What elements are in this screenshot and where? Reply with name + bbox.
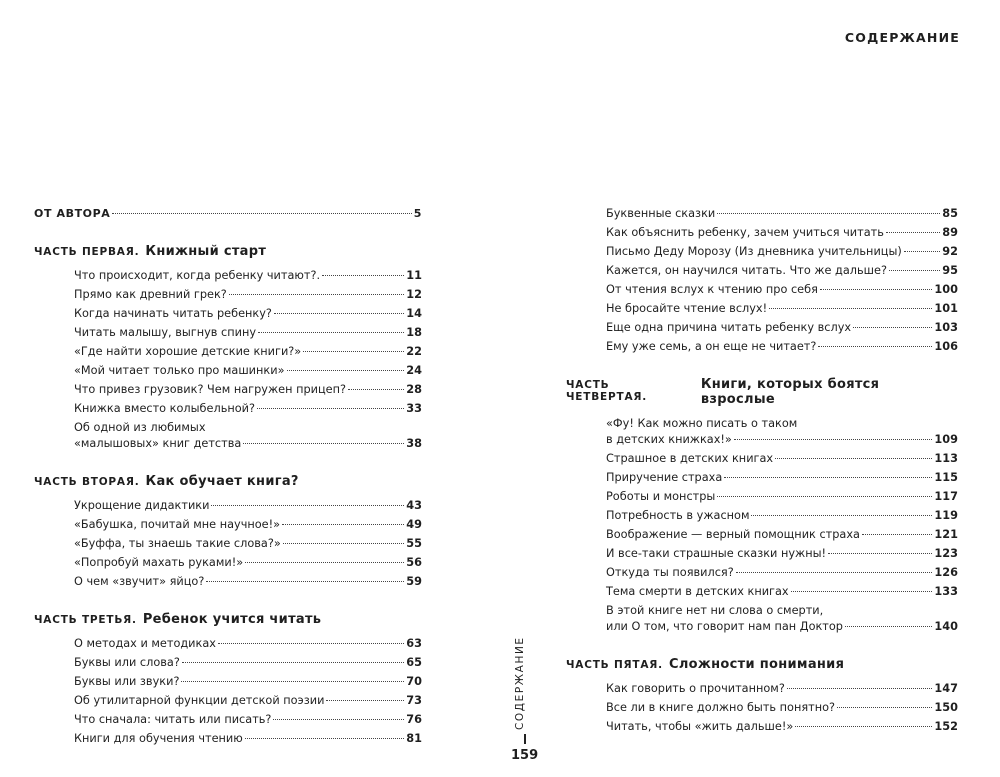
toc-entry-page: 18: [406, 326, 422, 339]
toc-left-column: [34, 207, 422, 751]
toc-entry-title: Буквенные сказки: [606, 207, 716, 220]
part-title: Ребенок учится читать: [142, 612, 322, 627]
dot-leader: [257, 408, 404, 409]
toc-entry-page: 89: [942, 226, 958, 239]
spine-label: СОДЕРЖАНИЕ: [514, 636, 526, 730]
part-heading-4: [566, 377, 958, 407]
part-title: Как обучает книга?: [145, 474, 299, 489]
toc-entry-title: «Буффа, ты знаешь такие слова?»: [74, 537, 281, 550]
toc-entry-title: Не бросайте чтение вслух!: [606, 302, 768, 315]
toc-entry-multiline[interactable]: [34, 421, 422, 450]
toc-entry-page: 81: [406, 732, 422, 745]
toc-entry[interactable]: [34, 675, 422, 688]
toc-entry-page: 109: [934, 433, 958, 446]
dot-leader: [769, 308, 932, 309]
toc-entry-page: 28: [406, 383, 422, 396]
toc-entry[interactable]: [34, 637, 422, 650]
dot-leader: [326, 700, 404, 701]
toc-entry-page: 73: [406, 694, 422, 707]
dot-leader: [348, 389, 404, 390]
toc-entry-title: Читать малышу, выгнув спину: [74, 326, 257, 339]
part-heading-1: [34, 244, 422, 259]
toc-entry[interactable]: [566, 283, 958, 296]
toc-entry-title-line1: «Фу! Как можно писать о таком: [606, 417, 798, 430]
dot-leader: [274, 313, 404, 314]
toc-entry-title-line2: или О том, что говорит нам пан Доктор: [606, 620, 843, 633]
toc-entry-title: Об утилитарной функции детской поэзии: [74, 694, 325, 707]
toc-entry[interactable]: [34, 537, 422, 550]
dot-leader: [886, 232, 940, 233]
toc-entry-title: Как говорить о прочитанном?: [606, 682, 785, 695]
toc-entry[interactable]: [34, 269, 422, 282]
part-3-entries: [34, 637, 422, 745]
toc-entry-page: 100: [934, 283, 958, 296]
dot-leader: [258, 332, 404, 333]
toc-entry[interactable]: [566, 452, 958, 465]
toc-entry[interactable]: [566, 701, 958, 714]
toc-entry-title: «Мой читает только про машинки»: [74, 364, 285, 377]
part-title: Книжный старт: [145, 244, 267, 259]
toc-entry-page: 63: [406, 637, 422, 650]
part-heading-3: [34, 612, 422, 627]
part-title: Сложности понимания: [668, 657, 845, 672]
part-label: ЧАСТЬ ПЕРВАЯ.: [34, 246, 140, 258]
dot-leader: [787, 688, 933, 689]
toc-entry-title: Тема смерти в детских книгах: [606, 585, 789, 598]
toc-entry-page: 95: [942, 264, 958, 277]
toc-entry[interactable]: [34, 694, 422, 707]
dot-leader: [243, 443, 404, 444]
toc-entry[interactable]: [34, 518, 422, 531]
toc-entry-title: Ему уже семь, а он еще не читает?: [606, 340, 817, 353]
toc-entry-title: Страшное в детских книгах: [606, 452, 774, 465]
dot-leader: [112, 213, 411, 214]
toc-entry[interactable]: [34, 656, 422, 669]
toc-entry-title: Укрощение дидактики: [74, 499, 210, 512]
page-number: 159: [511, 748, 539, 763]
toc-entry-page: 115: [934, 471, 958, 484]
toc-entry-intro[interactable]: [34, 207, 422, 220]
toc-entry-multiline[interactable]: [566, 604, 958, 633]
toc-entry-title: Как объяснить ребенку, зачем учиться читать: [606, 226, 884, 239]
toc-entry-page: 14: [406, 307, 422, 320]
toc-entry-page: 101: [934, 302, 958, 315]
toc-entry-title: Что происходит, когда ребенку читают?.: [74, 269, 321, 282]
dot-leader: [182, 662, 404, 663]
toc-entry-title-line1: Об одной из любимых: [74, 421, 206, 434]
toc-entry-title: О чем «звучит» яйцо?: [74, 575, 205, 588]
toc-entry-page: 126: [934, 566, 958, 579]
toc-entry-page: 11: [406, 269, 422, 282]
toc-entry-page: 56: [406, 556, 422, 569]
toc-entry-title: Еще одна причина читать ребенку вслух: [606, 321, 852, 334]
toc-entry-page: 55: [406, 537, 422, 550]
part-2-entries: [34, 499, 422, 588]
part-3-continued-entries: [566, 207, 958, 353]
toc-entry[interactable]: [34, 288, 422, 301]
toc-entry[interactable]: [34, 732, 422, 745]
dot-leader: [181, 681, 404, 682]
toc-entry-page: 43: [406, 499, 422, 512]
toc-entry-page: 147: [934, 682, 958, 695]
toc-entry-page: 117: [934, 490, 958, 503]
toc-entry[interactable]: [34, 575, 422, 588]
toc-entry-title: Прямо как древний грек?: [74, 288, 227, 301]
toc-entry-title: «Бабушка, почитай мне научное!»: [74, 518, 281, 531]
toc-entry-page: 92: [942, 245, 958, 258]
toc-entry-title: Все ли в книге должно быть понятно?: [606, 701, 836, 714]
dot-leader: [818, 346, 932, 347]
part-title: Книги, которых боятся взрослые: [700, 377, 880, 407]
toc-entry-page: 103: [934, 321, 958, 334]
dot-leader: [820, 289, 933, 290]
toc-entry-multiline[interactable]: [566, 417, 958, 446]
toc-entry-title: Потребность в ужасном: [606, 509, 750, 522]
toc-entry[interactable]: [566, 226, 958, 239]
dot-leader: [853, 327, 932, 328]
dot-leader: [734, 439, 933, 440]
toc-entry-title-line1: В этой книге нет ни слова о смерти,: [606, 604, 824, 617]
dot-leader: [845, 626, 932, 627]
part-1-entries: [34, 269, 422, 450]
dot-leader: [724, 477, 932, 478]
toc-entry-page: 22: [406, 345, 422, 358]
toc-entry[interactable]: [566, 528, 958, 541]
toc-entry-page: 70: [406, 675, 422, 688]
toc-entry[interactable]: [566, 585, 958, 598]
toc-entry-page: 113: [934, 452, 958, 465]
spine-divider: [524, 734, 526, 744]
toc-entry[interactable]: [566, 264, 958, 277]
dot-leader: [904, 251, 940, 252]
part-4-entries: [566, 417, 958, 633]
toc-entry-title-line2: в детских книжках!»: [606, 433, 732, 446]
toc-entry-title: Письмо Деду Морозу (Из дневника учительницы): [606, 245, 902, 258]
toc-entry-title: От чтения вслух к чтению про себя: [606, 283, 818, 296]
toc-entry-page: 150: [934, 701, 958, 714]
toc-entry[interactable]: [34, 364, 422, 377]
toc-entry-title: Буквы или слова?: [74, 656, 180, 669]
dot-leader: [828, 553, 932, 554]
dot-leader: [211, 505, 404, 506]
dot-leader: [717, 213, 940, 214]
toc-entry[interactable]: [34, 345, 422, 358]
dot-leader: [795, 726, 932, 727]
toc-entry-page: 133: [934, 585, 958, 598]
dot-leader: [218, 643, 404, 644]
running-spine: [514, 630, 534, 730]
toc-entry[interactable]: [34, 713, 422, 726]
toc-right-column: [566, 207, 958, 739]
toc-entry-page: 49: [406, 518, 422, 531]
toc-entry[interactable]: [566, 340, 958, 353]
toc-entry-title: Воображение — верный помощник страха: [606, 528, 860, 541]
toc-entry-title: Буквы или звуки?: [74, 675, 180, 688]
dot-leader: [775, 458, 932, 459]
part-label: ЧАСТЬ ПЯТАЯ.: [566, 659, 663, 671]
dot-leader: [751, 515, 932, 516]
toc-entry-page: 24: [406, 364, 422, 377]
toc-entry-page: 59: [406, 575, 422, 588]
toc-entry[interactable]: [566, 720, 958, 733]
dot-leader: [245, 738, 404, 739]
toc-entry[interactable]: [34, 383, 422, 396]
toc-entry[interactable]: [34, 307, 422, 320]
toc-entry-page: 140: [934, 620, 958, 633]
dot-leader: [322, 275, 404, 276]
dot-leader: [736, 572, 933, 573]
part-5-entries: [566, 682, 958, 733]
toc-entry[interactable]: [566, 207, 958, 220]
toc-entry-title: Книжка вместо колыбельной?: [74, 402, 255, 415]
toc-entry-title-line2: «малышовых» книг детства: [74, 437, 242, 450]
dot-leader: [273, 719, 404, 720]
toc-entry[interactable]: [566, 245, 958, 258]
toc-entry[interactable]: [566, 566, 958, 579]
part-heading-5: [566, 657, 958, 672]
dot-leader: [283, 543, 405, 544]
toc-entry-page: 76: [406, 713, 422, 726]
toc-entry-title: Кажется, он научился читать. Что же дальше?: [606, 264, 887, 277]
dot-leader: [287, 370, 405, 371]
toc-entry[interactable]: [34, 326, 422, 339]
dot-leader: [245, 562, 404, 563]
toc-entry[interactable]: [34, 402, 422, 415]
toc-entry-title: И все-таки страшные сказки нужны!: [606, 547, 827, 560]
toc-entry[interactable]: [566, 509, 958, 522]
toc-entry-page: 38: [406, 437, 422, 450]
toc-entry[interactable]: [566, 471, 958, 484]
toc-entry-title: Приручение страха: [606, 471, 723, 484]
toc-entry-page: 12: [406, 288, 422, 301]
toc-entry-page: 152: [934, 720, 958, 733]
toc-entry-title: Что сначала: читать или писать?: [74, 713, 272, 726]
toc-entry[interactable]: [566, 321, 958, 334]
toc-entry-title: Что привез грузовик? Чем нагружен прицеп?: [74, 383, 346, 396]
toc-entry-page: 106: [934, 340, 958, 353]
dot-leader: [303, 351, 404, 352]
dot-leader: [229, 294, 404, 295]
toc-entry-page: 121: [934, 528, 958, 541]
part-label: ЧАСТЬ ТРЕТЬЯ.: [34, 614, 137, 626]
toc-entry-page: 123: [934, 547, 958, 560]
toc-entry[interactable]: [566, 682, 958, 695]
part-label: ЧАСТЬ ВТОРАЯ.: [34, 476, 140, 488]
toc-entry-page: 33: [406, 402, 422, 415]
dot-leader: [837, 707, 932, 708]
dot-leader: [791, 591, 933, 592]
dot-leader: [282, 524, 404, 525]
toc-entry-page: 85: [942, 207, 958, 220]
dot-leader: [206, 581, 404, 582]
toc-entry[interactable]: [566, 302, 958, 315]
part-label: ЧАСТЬ ЧЕТВЕРТАЯ.: [566, 379, 648, 403]
toc-entry-title: Книги для обучения чтению: [74, 732, 243, 745]
toc-entry-title: О методах и методиках: [74, 637, 216, 650]
toc-entry[interactable]: [34, 556, 422, 569]
toc-entry[interactable]: [34, 499, 422, 512]
page-header: СОДЕРЖАНИЕ: [844, 30, 960, 45]
dot-leader: [717, 496, 932, 497]
dot-leader: [889, 270, 940, 271]
toc-entry-page: 65: [406, 656, 422, 669]
toc-entry-title: «Где найти хорошие детские книги?»: [74, 345, 302, 358]
toc-entry-title: Читать, чтобы «жить дальше!»: [606, 720, 794, 733]
toc-entry-title: Откуда ты появился?: [606, 566, 734, 579]
toc-entry-title: ОТ АВТОРА: [34, 207, 111, 220]
toc-entry-title: «Попробуй махать руками!»: [74, 556, 244, 569]
toc-entry[interactable]: [566, 547, 958, 560]
dot-leader: [862, 534, 932, 535]
toc-entry-page: 5: [413, 207, 422, 220]
toc-entry[interactable]: [566, 490, 958, 503]
toc-entry-title: Роботы и монстры: [606, 490, 716, 503]
part-heading-2: [34, 474, 422, 489]
toc-entry-page: 119: [934, 509, 958, 522]
toc-entry-title: Когда начинать читать ребенку?: [74, 307, 272, 320]
